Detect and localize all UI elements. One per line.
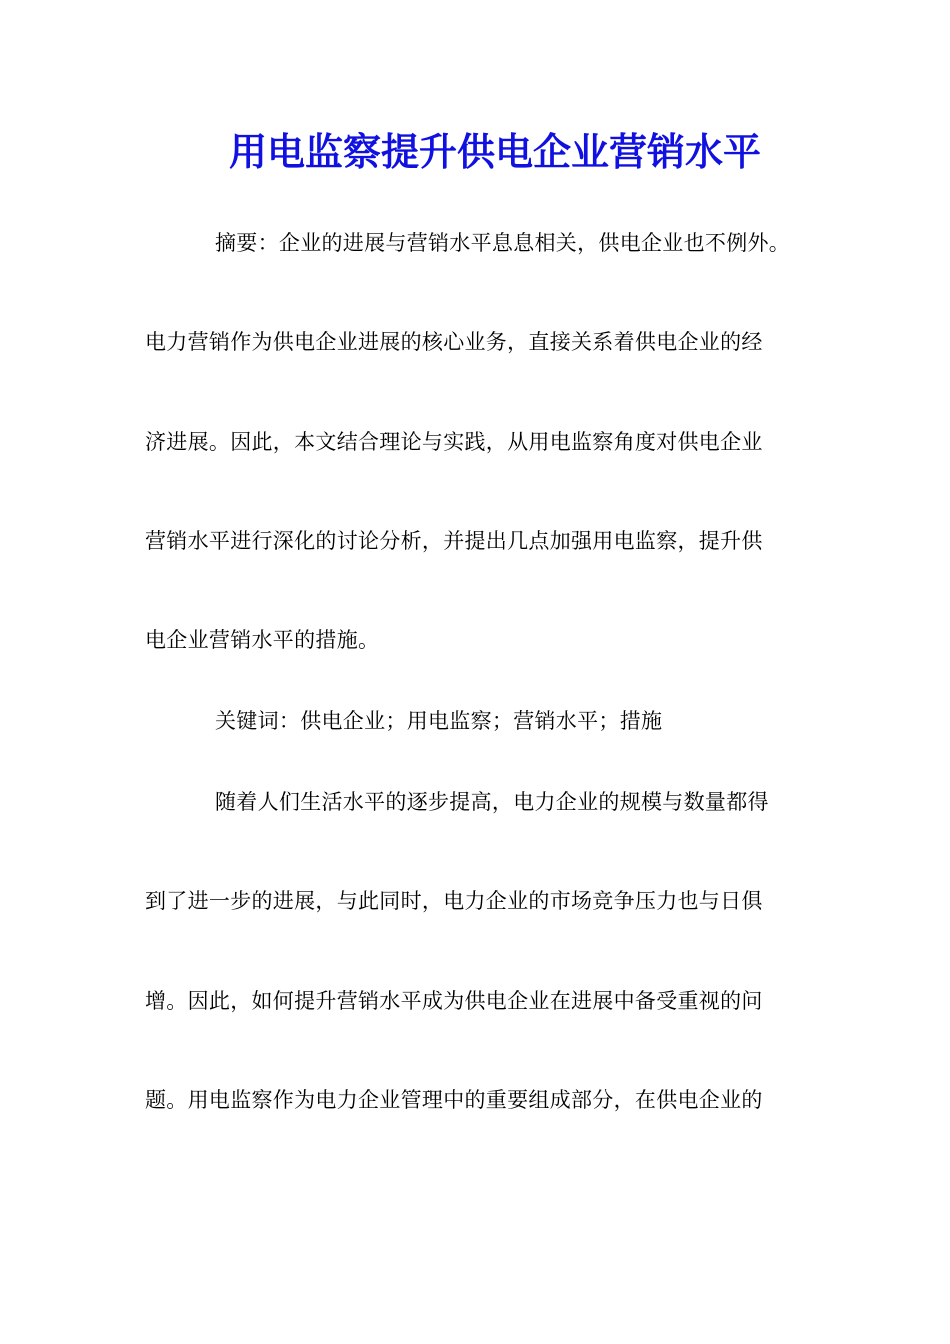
keywords-line: 关键词：供电企业；用电监察；营销水平；措施 xyxy=(215,709,663,733)
abstract-line-2: 电力营销作为供电企业进展的核心业务，直接关系着供电企业的经 xyxy=(145,330,763,354)
abstract-line-3: 济进展。因此，本文结合理论与实践，从用电监察角度对供电企业 xyxy=(145,430,763,454)
abstract-line-5: 电企业营销水平的措施。 xyxy=(145,628,380,652)
abstract-line-1: 摘要：企业的进展与营销水平息息相关，供电企业也不例外。 xyxy=(215,231,791,255)
abstract-line-4: 营销水平进行深化的讨论分析，并提出几点加强用电监察，提升供 xyxy=(145,529,763,553)
body-line-3: 增。因此，如何提升营销水平成为供电企业在进展中备受重视的问 xyxy=(145,989,763,1013)
body-line-4: 题。用电监察作为电力企业管理中的重要组成部分，在供电企业的 xyxy=(145,1088,763,1112)
body-line-2: 到了进一步的进展，与此同时，电力企业的市场竞争压力也与日俱 xyxy=(145,889,763,913)
document-title: 用电监察提升供电企业营销水平 xyxy=(228,129,761,174)
body-line-1: 随着人们生活水平的逐步提高，电力企业的规模与数量都得 xyxy=(215,790,769,814)
